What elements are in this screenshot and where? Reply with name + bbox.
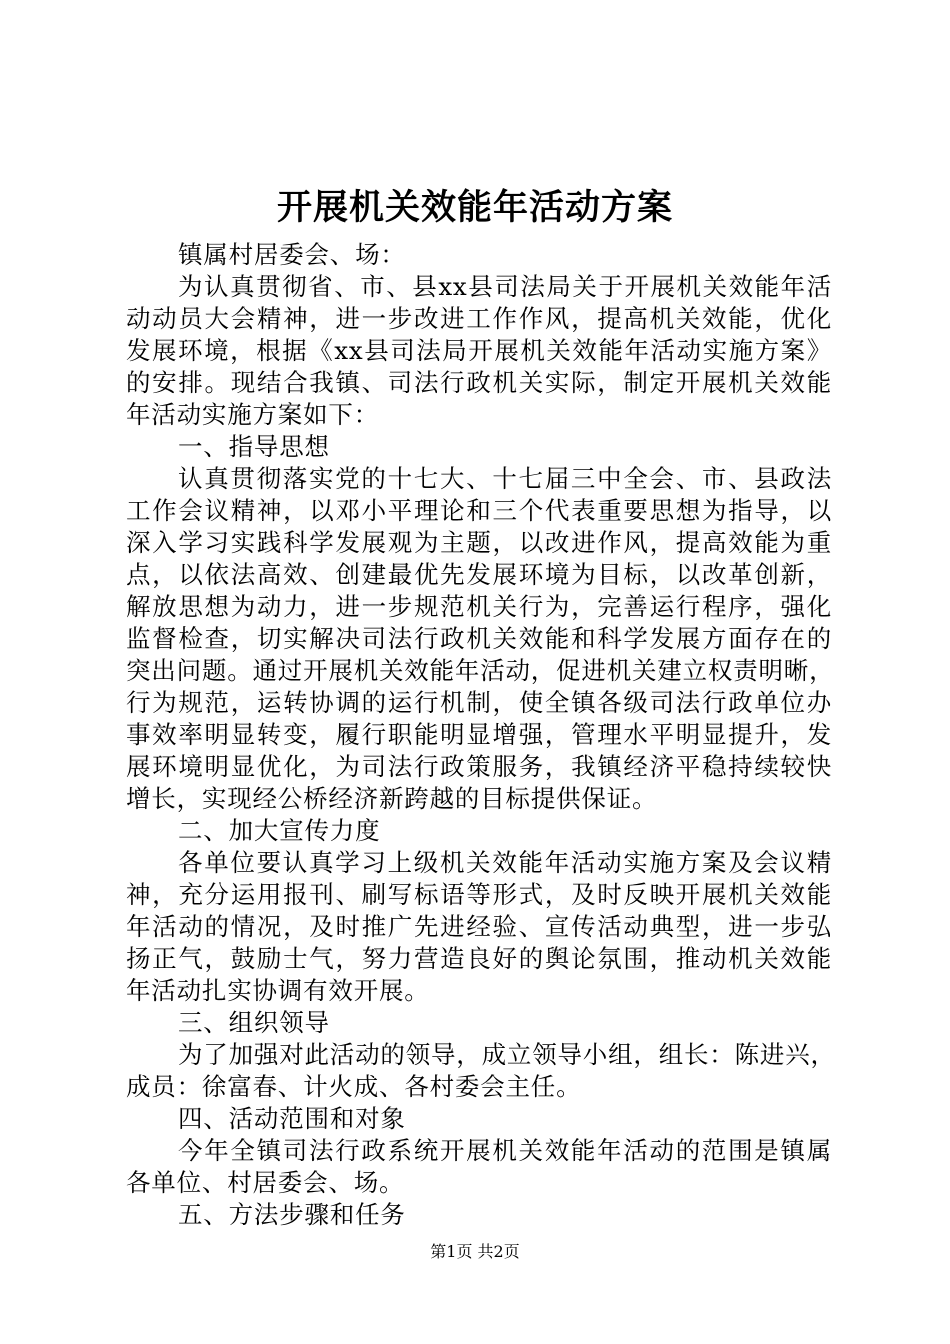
paragraph-line: 深入学习实践科学发展观为主题，以改进作风，提高效能为重 xyxy=(126,528,832,557)
paragraph-line: 年活动扎实协调有效开展。 xyxy=(126,976,430,1005)
paragraph-line: 动动员大会精神，进一步改进工作作风，提高机关效能，优化 xyxy=(126,304,832,333)
section-heading: 一、指导思想 xyxy=(178,432,330,461)
paragraph-line: 为认真贯彻省、市、县xx县司法局关于开展机关效能年活 xyxy=(178,272,832,301)
paragraph-line: 监督检查，切实解决司法行政机关效能和科学发展方面存在的 xyxy=(126,624,832,653)
paragraph-line: 工作会议精神，以邓小平理论和三个代表重要思想为指导，以 xyxy=(126,496,832,525)
document-body xyxy=(126,239,836,1231)
paragraph-line: 突出问题。通过开展机关效能年活动，促进机关建立权责明晰， xyxy=(126,656,835,685)
section-heading: 二、加大宣传力度 xyxy=(178,816,381,845)
paragraph-line: 展环境明显优化，为司法行政策服务，我镇经济平稳持续较快 xyxy=(126,752,832,781)
paragraph-line: 各单位、村居委会、场。 xyxy=(126,1168,405,1197)
paragraph-line: 年活动实施方案如下： xyxy=(126,400,379,429)
salutation-line: 镇属村居委会、场： xyxy=(178,240,406,269)
paragraph-line: 发展环境，根据《xx县司法局开展机关效能年活动实施方案》 xyxy=(126,336,832,365)
paragraph-line: 事效率明显转变，履行职能明显增强，管理水平明显提升，发 xyxy=(126,720,832,749)
paragraph-line: 的安排。现结合我镇、司法行政机关实际，制定开展机关效能 xyxy=(126,368,832,397)
paragraph-line: 各单位要认真学习上级机关效能年活动实施方案及会议精 xyxy=(178,848,832,877)
paragraph-line: 神，充分运用报刊、刷写标语等形式，及时反映开展机关效能 xyxy=(126,880,832,909)
paragraph-line: 点，以依法高效、创建最优先发展环境为目标，以改革创新， xyxy=(126,560,832,589)
section-heading: 五、方法步骤和任务 xyxy=(178,1200,406,1229)
paragraph-line: 行为规范，运转协调的运行机制，使全镇各级司法行政单位办 xyxy=(126,688,832,717)
paragraph-line: 解放思想为动力，进一步规范机关行为，完善运行程序，强化 xyxy=(126,592,832,621)
paragraph-line: 今年全镇司法行政系统开展机关效能年活动的范围是镇属 xyxy=(178,1136,832,1165)
section-heading: 三、组织领导 xyxy=(178,1008,330,1037)
paragraph-line: 扬正气，鼓励士气，努力营造良好的舆论氛围，推动机关效能 xyxy=(126,944,832,973)
section-heading: 四、活动范围和对象 xyxy=(178,1104,406,1133)
paragraph-line: 成员：徐富春、计火成、各村委会主任。 xyxy=(126,1072,582,1101)
paragraph-line: 增长，实现经公桥经济新跨越的目标提供保证。 xyxy=(126,784,658,813)
page-number-footer: 第1页 共2页 xyxy=(430,1242,520,1261)
paragraph-line: 年活动的情况，及时推广先进经验、宣传活动典型，进一步弘 xyxy=(126,912,832,941)
paragraph-line: 为了加强对此活动的领导，成立领导小组，组长：陈进兴， xyxy=(178,1040,836,1069)
paragraph-line: 认真贯彻落实党的十七大、十七届三中全会、市、县政法 xyxy=(178,464,832,493)
document-title: 开展机关效能年活动方案 xyxy=(276,187,673,228)
